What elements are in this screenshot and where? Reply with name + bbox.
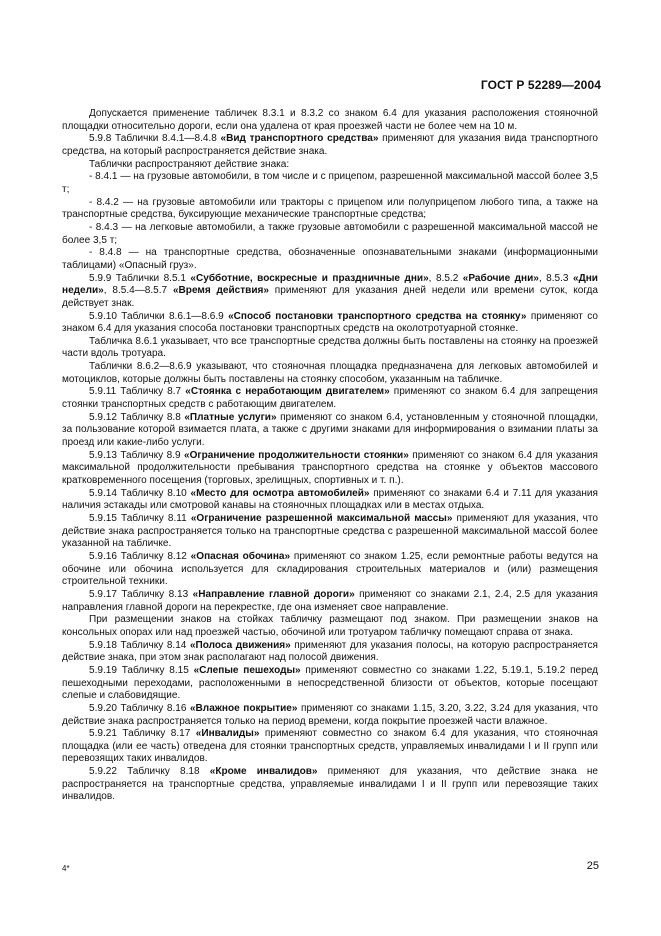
paragraph (62, 766, 598, 804)
paragraph (62, 412, 598, 450)
paragraph (62, 311, 598, 336)
bold-term: «Влажное покрытие» (189, 702, 298, 714)
text-run: 5.9.15 Табличку 8.11 (89, 513, 191, 524)
text-run: 5.9.17 Табличку 8.13 (89, 588, 193, 600)
bold-term: «Направление главной дороги» (192, 588, 355, 600)
bold-term: «Место для осмотра автомобилей» (190, 487, 370, 499)
paragraph (62, 273, 598, 311)
page-number: 25 (586, 860, 599, 872)
text-run: Таблички 8.6.2—8.6.9 указывают, что стояночная площадка предназначена для легковых автомобилей и мотоциклов, которые должны быть поставлены на стоянку способом, указанным на табличке. (62, 361, 598, 385)
bold-term: «Платные услуги» (184, 411, 277, 423)
text-run: 5.9.20 Табличку 8.16 (89, 702, 190, 714)
standard-designation: ГОСТ Р 52289—2004 (480, 78, 601, 92)
text-run: 5.9.21 Табличку 8.17 (89, 728, 196, 740)
paragraph (62, 159, 598, 172)
bold-term: «Рабочие дни» (462, 272, 539, 284)
text-run: применяют для указания полосы, на которую распространяется действие знака, при этом знак располагают над полосой движения. (62, 639, 598, 664)
text-run: , 8.5.2 (428, 272, 463, 284)
text-run: применяют совместно со знаком 6.4 для указания, что стояночная площадка (или ее часть) отведена для стоянки транспортных средств, управляемых инвалидами I и II групп или перевозящих таких инвалидов. (62, 728, 598, 765)
text-run: применяют со знаками 6.4 и 7.11 для указания наличия эстакады или смотровой канавы на стояночных площадках или в местах отдыха. (62, 487, 598, 512)
text-run: , 8.5.4—8.5.7 (103, 285, 173, 297)
paragraph (62, 222, 598, 247)
text-run: - 8.4.3 — на легковые автомобили, а также грузовые автомобили с разрешенной максимальной массой не более 3,5 т; (62, 221, 598, 246)
text-run: применяют со знаком 1.25, если ремонтные работы ведутся на обочине или обочина используется для складирования строительных материалов и (или) размещения строительной техники. (62, 550, 598, 588)
text-run: 5.9.16 Табличку 8.12 (89, 550, 191, 562)
text-run: применяют со знаком 6.4, установленным у стояночной площадки, за пользование которой взимается плата, а также с другими знаками для информирования о взимании платы за проезд или какие-либо услуги. (62, 411, 599, 449)
bold-term: «Полоса движения» (189, 639, 291, 651)
bold-term: «Опасная обочина» (190, 550, 291, 562)
text-run: применяют для указания дней недели или времени суток, когда действует знак. (62, 285, 598, 309)
text-run: , 8.5.3 (538, 272, 573, 284)
text-run: 5.9.18 Табличку 8.14 (89, 639, 190, 651)
bold-term: «Субботние, воскресные и праздничные дни» (190, 272, 429, 284)
text-run: применяют со знаком 6.4 для указания способа постановки транспортных средств на околотротуарной стоянке. (62, 310, 598, 335)
paragraph (62, 361, 598, 386)
paragraph (62, 614, 598, 639)
paragraph (62, 386, 598, 411)
paragraph (62, 665, 598, 703)
text-run: применяют со знаком 6.4 для запрещения стоянки транспортных средств с работающим двигателем. (62, 386, 598, 411)
paragraph (62, 589, 598, 614)
text-run: 5.9.8 Таблички 8.4.1—8.4.8 (89, 133, 221, 145)
text-run: применяют совместно со знаками 1.22, 5.19.1, 5.19.2 перед пешеходными переходами, расположенными в непосредственной близости от объектов, которые посещают слепые и слабовидящие. (62, 664, 598, 702)
bold-term: «Ограничение разрешенной максимальной массы» (190, 513, 453, 524)
text-run: применяют со знаками 2.1, 2.4, 2.5 для указания направления главной дороги на перекрестке, где она изменяет свое направление. (62, 588, 598, 613)
paragraph (62, 640, 598, 665)
text-run: Таблички распространяют действие знака: (89, 158, 290, 170)
paragraph (62, 108, 598, 133)
text-run: применяют со знаком 6.4 для указания максимальной продолжительности пребывания транспортного средства на стоянке у объектов массового кратковременного посещения (торговых, зрелищных, спортивных и т. п.). (62, 449, 598, 487)
paragraph (62, 450, 598, 488)
paragraph (62, 728, 598, 766)
text-run: - 8.4.8 — на транспортные средства, обозначенные опознавательными знаками (информационными таблицами) «Опасный груз». (62, 247, 598, 271)
bold-term: «Ограничение продолжительности стоянки» (184, 449, 409, 461)
paragraph (62, 247, 598, 272)
bold-term: «Способ постановки транспортного средства на стоянку» (228, 310, 527, 322)
text-run: применяют со знаками 1.15, 3.20, 3.22, 3.24 для указания, что действие знака распространяется только на период времени, когда покрытие проезжей части влажное. (62, 702, 598, 727)
text-run: Допускается применение табличек 8.3.1 и 8.3.2 со знаком 6.4 для указания расположения стояночной площадки относительно дороги, если она удалена от края проезжей части не более чем на 10 м. (62, 108, 598, 132)
text-run: 5.9.9 Таблички 8.5.1 (89, 272, 191, 284)
text-run: Табличка 8.6.1 указывает, что все транспортные средства должны быть поставлены на стоянку на проезжей части вдоль тротуара. (62, 335, 598, 360)
bold-term: «Вид транспортного средства» (220, 133, 379, 145)
bold-term: «Дни недели» (62, 272, 598, 297)
bold-term: «Стоянка с неработающим двигателем» (185, 386, 390, 398)
text-run: 5.9.13 Табличку 8.9 (89, 449, 185, 461)
text-run: - 8.4.1 — на грузовые автомобили, в том числе и с прицепом, разрешенной максимальной массой более 3,5 т; (62, 171, 598, 195)
text-run: - 8.4.2 — на грузовые автомобили или тракторы с прицепом или полуприцепом любого типа, а также на транспортные средства, буксирующие механические транспортные средства; (62, 196, 598, 221)
bold-term: «Инвалиды» (195, 728, 260, 740)
bold-term: «Время действия» (172, 285, 269, 297)
paragraph (62, 488, 598, 513)
footer-mark: 4* (62, 864, 70, 873)
text-run: При размещении знаков на стойках табличку размещают под знаком. При размещении знаков на консольных опорах или над проезжей частью, обочиной или тротуаром табличку помещают справа от знака. (62, 614, 598, 638)
paragraph (62, 551, 598, 589)
paragraph (62, 171, 598, 196)
text-run: 5.9.19 Табличку 8.15 (89, 664, 194, 676)
text-run: применяют для указания вида транспортного средства, на который распространяется действие знака. (62, 133, 598, 157)
text-run: 5.9.22 Табличку 8.18 (89, 766, 210, 778)
text-run: 5.9.10 Таблички 8.6.1—8.6.9 (89, 310, 229, 322)
text-run: применяют для указания, что действие знака распространяется только на транспортные средства с разрешенной максимальной массой более указанной на табличке. (62, 513, 598, 550)
paragraph (62, 197, 598, 222)
text-run: 5.9.12 Табличку 8.8 (89, 411, 185, 423)
text-run: 5.9.11 Табличку 8.7 (89, 386, 186, 398)
text-run: применяют для указания, что действие знака не распространяется на транспортные средства, управляемые инвалидами I и II групп или перевозящие таких инвалидов. (62, 766, 599, 803)
paragraph (62, 336, 598, 361)
paragraph (62, 513, 598, 551)
bold-term: «Кроме инвалидов» (209, 766, 318, 778)
document-body (62, 108, 598, 804)
paragraph (62, 703, 598, 728)
text-run: 5.9.14 Табличку 8.10 (89, 487, 191, 499)
paragraph (62, 133, 598, 158)
bold-term: «Слепые пешеходы» (193, 664, 301, 676)
